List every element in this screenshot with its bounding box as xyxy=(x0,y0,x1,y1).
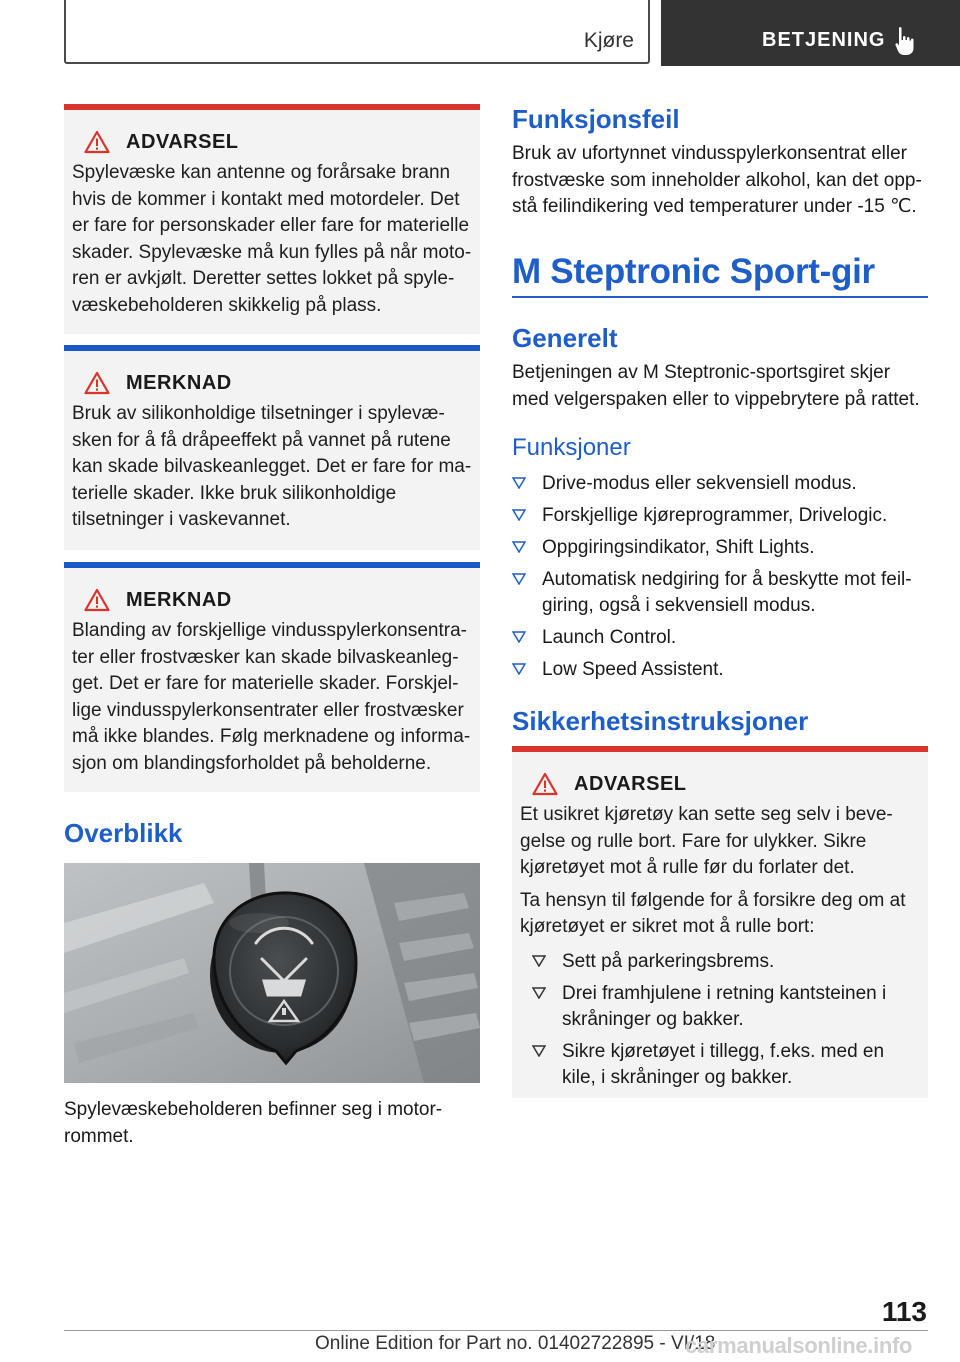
warning-triangle-icon xyxy=(84,130,110,154)
washer-reservoir-photo xyxy=(64,863,480,1083)
header-section: BETJENING xyxy=(762,29,886,51)
pointing-hand-icon xyxy=(895,26,917,56)
triangle-bullet-icon xyxy=(512,509,526,521)
safety-heading: Sikkerhetsinstruksjoner xyxy=(512,706,809,736)
list-item: Oppgiringsindikator, Shift Lights. xyxy=(512,535,928,561)
malfunction-text: Bruk av ufortynnet vindusspylerkonsentrat eller frostvæske som inneholder alkohol, kan det oppstå feilindikering ved temperaturer under -15 ℃. xyxy=(512,143,922,217)
list-item: Drei framhjulene i retning kantsteinen i skråninger og bakker. xyxy=(532,981,920,1033)
header-chapter-box xyxy=(64,0,650,64)
list-item: Sikre kjøretøyet i tillegg, f.eks. med en kile, i skråninger og bakker. xyxy=(532,1039,920,1091)
list-item: Forskjellige kjøreprogrammer, Drivelogic. xyxy=(512,503,928,529)
triangle-bullet-icon xyxy=(512,541,526,553)
note-text: Blanding av forskjellige vindusspylerkonsentrater eller frostvæsker kan skade bilvaskeanlegget. Det er fare for materielle skader. Forskjellige vindusspylerkonsentrater eller frostvæsker må ikke blandes. Følg merknadene og informasjon om blandingsforholdet på beholderne. xyxy=(72,620,471,774)
footer-rule xyxy=(64,1330,928,1331)
chapter-title: M Steptronic Sport-gir xyxy=(512,252,875,291)
triangle-bullet-icon xyxy=(532,1045,546,1057)
triangle-bullet-icon xyxy=(532,987,546,999)
triangle-bullet-icon xyxy=(512,477,526,489)
note-box-mixing xyxy=(64,562,480,792)
general-heading: Generelt xyxy=(512,323,618,353)
functions-heading: Funksjoner xyxy=(512,434,631,461)
warning-box-rolling xyxy=(512,746,928,1098)
overview-heading: Overblikk xyxy=(64,818,183,848)
note-title: MERKNAD xyxy=(84,588,472,612)
warning-text: Et usikret kjøretøy kan sette seg selv i bevegelse og rulle bort. Fare for ulykker. Sikre kjøretøyet mot å rulle før du forlater det. xyxy=(520,804,893,878)
triangle-bullet-icon xyxy=(532,955,546,967)
list-item: Low Speed Assistent. xyxy=(512,657,928,683)
list-item: Launch Control. xyxy=(512,625,928,651)
warning-text: Spylevæske kan antenne og forårsake brann hvis de kommer i kontakt med motordeler. Det er fare for personskader eller fare for materielle skader. Spylevæske må kun fylles på når motoren er avkjølt. Deretter settes lokket på spylevæskebeholderen skikkelig på plass. xyxy=(72,162,472,316)
washer-reservoir-image xyxy=(64,863,480,1083)
list-item: Sett på parkeringsbrems. xyxy=(532,949,920,975)
note-title: MERKNAD xyxy=(84,371,472,395)
triangle-bullet-icon xyxy=(512,631,526,643)
triangle-bullet-icon xyxy=(512,663,526,675)
header-chapter: Kjøre xyxy=(583,29,634,52)
footer-edition: Online Edition for Part no. 01402722895 - VI/18 xyxy=(315,1333,716,1354)
photo-caption: Spylevæskebeholderen befinner seg i motorrommet. xyxy=(64,1099,443,1147)
note-box-silicone xyxy=(64,345,480,550)
functions-list xyxy=(512,471,928,689)
note-text: Bruk av silikonholdige tilsetninger i spylevæsken for å få dråpeeffekt på vannet på rutene kan skade bilvaskeanlegget. Det er fare for materielle skader. Ikke bruk silikonholdige tilsetninger i vaskevannet. xyxy=(72,403,472,530)
general-text: Betjeningen av M Steptronic-sportsgiret skjer med velgerspaken eller to vippebrytere på rattet. xyxy=(512,362,920,410)
page-number: 113 xyxy=(881,1296,927,1327)
malfunction-heading: Funksjonsfeil xyxy=(512,104,680,134)
warning-title: ADVARSEL xyxy=(84,130,472,154)
header-section-box xyxy=(661,0,960,66)
warning-triangle-icon xyxy=(84,588,110,612)
warning-triangle-icon xyxy=(84,371,110,395)
safety-list xyxy=(532,949,920,1091)
warning-triangle-icon xyxy=(532,772,558,796)
warning-text: Ta hensyn til følgende for å forsikre deg om at kjøretøyet er sikret mot å rulle bort: xyxy=(520,889,906,937)
watermark: carmanualsonline.info xyxy=(685,1333,913,1358)
list-item: Drive-modus eller sekvensiell modus. xyxy=(512,471,928,497)
warning-title: ADVARSEL xyxy=(532,772,920,796)
list-item: Automatisk nedgiring for å beskytte mot feilgiring, også i sekvensiell modus. xyxy=(512,567,928,619)
chapter-title-rule xyxy=(512,296,928,298)
warning-box-washer-fluid xyxy=(64,104,480,334)
triangle-bullet-icon xyxy=(512,573,526,585)
